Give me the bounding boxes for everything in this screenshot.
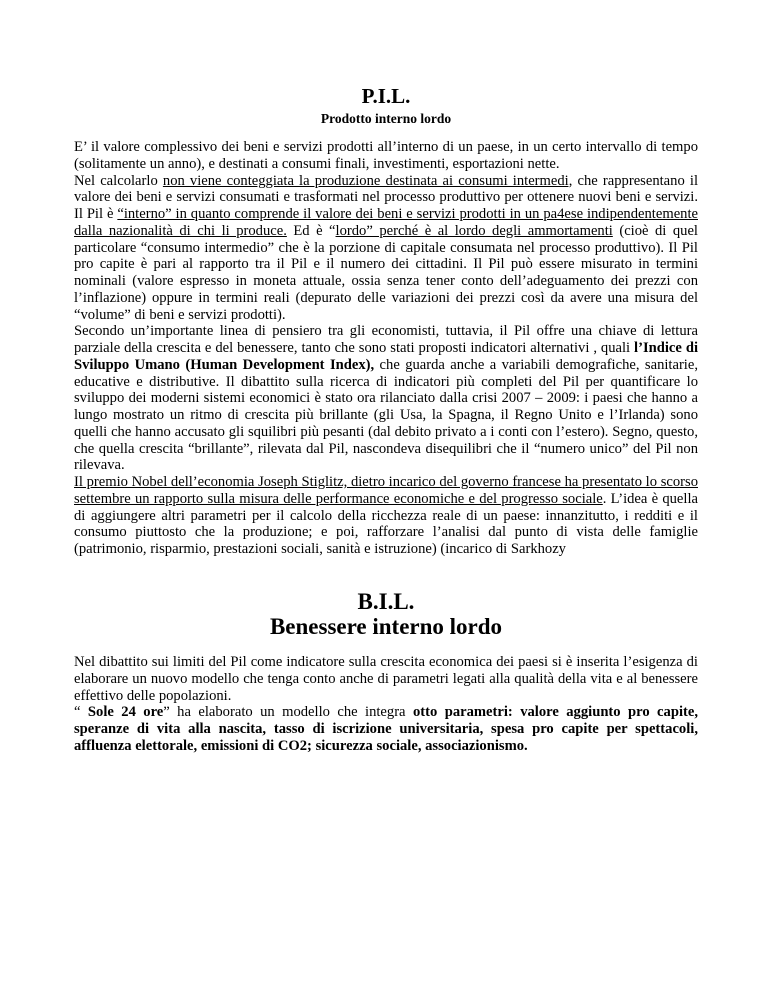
bil-body [74, 654, 698, 755]
bil-paragraph-intro: Nel dibattito sui limiti del Pil come indicatore sulla crescita economica dei paesi si è inserita l’esigenza di elaborare un nuovo modello che tenga conto anche di parametri legati alla qualità della vita e al benessere effettivo delle popolazioni. [74, 654, 698, 704]
bil-subtitle: Benessere interno lordo [269, 614, 503, 639]
text-run: . L’idea è quella di aggiungere altri parametri per il calcolo della ricchezza reale di un paese: innanzitutto, i redditi e il consumo piuttosto che la produzione; e poi, rafforzare l’analisi dal punto di vista delle famiglie (patrimonio, risparmio, prestazioni sociali, sanità e istruzione) (incarico di Sarkhozy [74, 490, 698, 557]
text-run: Nel calcolarlo [74, 172, 163, 189]
pil-title: P.I.L. [361, 84, 411, 108]
bil-title: B.I.L. [357, 589, 415, 614]
pil-subtitle: Prodotto interno lordo [320, 111, 452, 126]
bold-text: Sole 24 ore [87, 704, 164, 721]
underlined-text: “interno” in quanto comprende il valore dei beni e servizi prodotti in un pa4ese indipendentemente dalla nazionalità di chi li produce. [74, 206, 698, 239]
underlined-text: Il premio Nobel dell’economia Joseph Stiglitz, dietro incarico del governo francese ha presentato lo scorso settembre un rapporto sulla misura delle performance economiche e del progresso sociale [74, 474, 698, 507]
pil-paragraph-stiglitz [74, 474, 698, 558]
pil-paragraph-calculation [74, 173, 698, 324]
bil-paragraph-model [74, 704, 698, 754]
text-run: (cioè di quel particolare “consumo intermedio” che è la porzione di capitale consumata nel processo produttivo). Il Pil pro capite è pari al rapporto tra il Pil e il numero dei cittadini. Il Pil può essere misurato in termini nominali (valore espresso in moneta attuale, ossia senza tener conto dell’adeguamento dei prezzi con l’inflazione) oppure in termini reali (depurato delle variazioni dei prezzi così da avere una misura del “volume” di beni e servizi prodotti). [74, 222, 698, 323]
text-run: ” ha elaborato un modello che integra [163, 704, 413, 721]
text-run: “ [74, 704, 88, 721]
underlined-text: lordo” perché è al lordo degli ammortamenti [335, 222, 613, 239]
underlined-text: non viene conteggiata la produzione destinata ai consumi intermedi, [162, 172, 573, 189]
text-run: Secondo un’importante linea di pensiero tra gli economisti, tuttavia, il Pil offre una chiave di lettura parziale della crescita e del benessere, tanto che sono stati proposti indicatori alternativi , quali [74, 323, 698, 356]
text-run: Ed è “ [286, 222, 336, 239]
text-run: che rappresentano il valore dei beni e servizi consumati e trasformati nel processo produttivo per ottenere nuovi beni e servizi. Il Pil è [74, 172, 699, 222]
bold-text: l’Indice di Sviluppo Umano (Human Development Index), [74, 340, 698, 373]
text-run: che guarda anche a variabili demografiche, sanitarie, educative e distributive. Il dibattito sulla ricerca di indicatori più completi del Pil per quantificare lo sviluppo dei moderni sistemi economici è stato ora rilanciato dalla crisi 2007 – 2009: i paesi che hanno a lungo mostrato un ritmo di crescita più brillante (gli Usa, la Spagna, il Regno Unito e l’Irlanda) sono quelli che hanno accusato gli squilibri più pesanti (dal debito privato a i conti con l’estero). Segno, questo, che quella crescita “brillante”, rilevata dal Pil, nascondeva disequilibri che il “numero unico” del Pil non rilevava. [74, 356, 698, 474]
pil-paragraph-definition: E’ il valore complessivo dei beni e servizi prodotti all’interno di un paese, in un certo intervallo di tempo (solitamente un anno), e destinati a consumi finali, investimenti, esportazioni nette. [74, 139, 698, 172]
bold-text: otto parametri: valore aggiunto pro capite, speranze di vita alla nascita, tasso di iscrizione universitaria, spesa pro capite per spettacoli, affluenza elettorale, emissioni di CO2; sicurezza sociale, associazionismo. [74, 704, 698, 754]
pil-body [74, 139, 698, 558]
pil-paragraph-critique [74, 323, 698, 474]
